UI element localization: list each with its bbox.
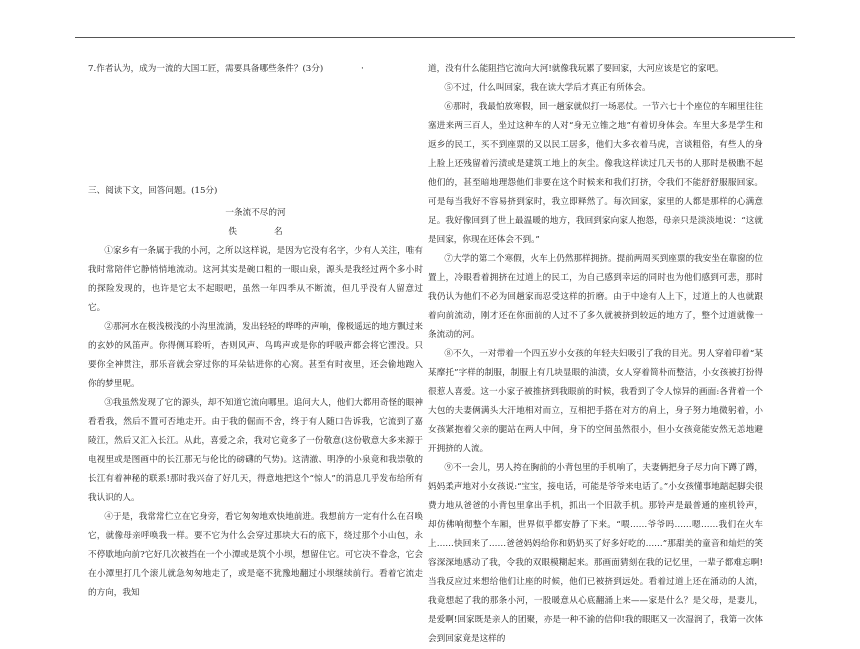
right-paragraph: ⑦大学的第二个寒假，火车上仍然那样拥挤。提前两周买到座票的我安坐在靠窗的位置上，冷眼看着拥挤在过道上的民工，为自己感到幸运的同时也为他们感到可悲，那时我仍认为他们不必为回趟家而忍受这样的折磨。由于中途有人上下，过道上的人也就跟着向前流动，刚才还在你面前的人过不了多久就被挤到较远的地方了，整个过道就像一条流动的河。 xyxy=(428,254,763,340)
left-paragraph: ②那河水在极浅极浅的小沟里流淌，发出轻轻的哗哗的声响，像极遥远的地方飘过来的玄妙的风笛声。你得侧耳聆听，杏则风声、鸟鸣声或是你的呼吸声都会将它湮没。只要你全神贯注，那乐音就会穿过你的耳朵钻进你的心窝。甚至有时夜里，还会偷地跑入你的梦里呢。 xyxy=(88,322,423,389)
left-paragraph: ③我虽然发现了它的源头，却不知道它流向哪里。追问大人，他们大都用奇怪的眼神看看我，然后不置可否地走开。由于我的倔而不舍，终于有人随口告诉我，它流到了嘉陵江，然后又汇入长江。从此，喜爱之余，我对它竟多了一份敬意(这份敬意大多来源于电视里或是图画中的长江那无与伦比的磅礴的气势)。这清澈、明净的小泉竟和我崇敬的长江有着神秘的联系!那时我兴奋了好几天，得意地把这个“惊人”的消息几乎发布给所有我认识的人。 xyxy=(88,398,423,503)
question-7: 7.作者认为，成为一流的大国工匠，需要具备哪些条件？(3分) xyxy=(88,64,324,74)
article-title: 一条流不尽的河 xyxy=(225,208,286,218)
top-rule xyxy=(75,37,795,38)
article-author: 佚 名 xyxy=(228,227,300,237)
right-paragraph: ⑧不久，一对带着一个四五岁小女孩的年轻夫妇吸引了我的目光。男人穿着印着“某某摩托”字样的制服，制服上有几块显眼的油渍，女人穿着简朴而整洁，小女孩被打扮得很惹人喜爱。这一小家子被推挤到我眼前的时候，我看到了令人惊异的画面:各背着一个大包的夫妻俩满头大汗地相对而立，互相把手搭在对方的肩上，身子努力地微躬着，小女孩紧抱着父亲的腿站在两人中间，身下的空间虽然很小，但小女孩竟能安然无恙地避开拥挤的人流。 xyxy=(428,349,763,454)
left-paragraph: ④于是，我常常伫立在它身旁，看它匆匆地欢快地前进。我想前方一定有什么在召唤它，就像母亲呼唤我一样。要不它为什么会穿过那块大石的底下，绕过那个小山包，永不停歇地向前?它好几次被挡在一个小潭或是筑个小坝，想留住它。可它决不眷念，它会在小潭里打几个滚儿就急匆匆地走了，或是毫不犹豫地翻过小坝继续前行。看着它流走的方向，我知 xyxy=(88,512,423,598)
right-paragraph: ⑨不一会儿，男人挎在胸前的小背包里的手机响了，夫妻俩把身子尽力向下蹲了蹲，妈妈柔声地对小女孩说:“宝宝，接电话，可能是爷爷来电话了。”小女孩懂事地踮起脚尖很费力地从爸爸的小背包里拿出手机，抓出一个旧款手机。那铃声是最普通的座机铃声，却仿佛响彻整个车厢，世界似乎都安静了下来。“喂……爷爷吗……嗯……我们在火车上……快回来了……爸爸妈妈给你和奶奶买了好多好吃的……”那甜美的童音和灿烂的笑容深深地感动了我，令我的双眼模糊起来。那画面猜刻在我的记忆里，一辈子都难忘啊!当我反应过来想给他们让座的时候，他们已被挤到远处。看着过道上还在涌动的人流，我竟想起了我的那条小河，一股暖意从心底翻涌上来——家是什么？是父母，是妻儿，是爱啊!回家既是亲人的团聚，亦是一种不渝的信仰!我的眼眶又一次湿润了，我第一次体会到回家竟是这样的 xyxy=(428,463,763,644)
section-heading: 三、阅读下文，回答问题。(15分) xyxy=(88,186,218,196)
right-paragraph: ⑥那时，我最怕放寒假，回一趟家就似打一场恶仗。一节六七十个座位的车厢里往往塞进来两三百人，坐过这种车的人对“身无立锥之地”有着切身体会。车里大多是学生和返乡的民工，买不到座票的又以民工居多，他们大多衣着马虎，言谈粗俗，有些人的身上脸上还残留着污渍或是建筑工地上的灰尘。像我这样读过几天书的人那时是极瞧不起他们的，甚至暗地理怨他们非要在这个时候来和我们打挤，令我们不能舒舒服服回家。可是每当我好不容易挤到家时，我立即释然了。每次回家，家里的人都是那样的心满意足。我好像回到了世上最温暖的地方，我回到家向家人抱怨，母亲只是淡淡地说：“这就是回家，你现在还体会不到。” xyxy=(428,102,763,245)
stray-mark: · xyxy=(361,64,364,74)
left-paragraph: ①家乡有一条属于我的小河，之所以这样说，是因为它没有名字，少有人关注，唯有我时常陪伴它静悄悄地流动。这河其实是碗口粗的一眼山泉，源头是我经过两个多小时的探险发现的，也许是它太不起眼吧，虽然一年四季从不断流，但几乎没有人留意过它。 xyxy=(88,246,423,313)
left-column xyxy=(88,60,423,603)
right-column xyxy=(428,60,763,649)
right-paragraph: 道，没有什么能阻挡它流向大河!就像我玩累了要回家，大河应该是它的家吧。 xyxy=(428,64,724,74)
right-paragraph: ⑤不过，什么叫回家，我在读大学后才真正有所体会。 xyxy=(444,83,651,93)
